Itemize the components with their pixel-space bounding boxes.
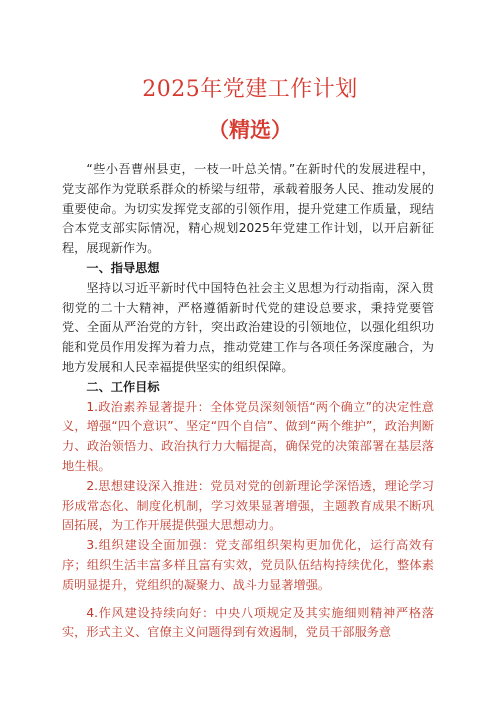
- goal-item-organizational: 3.组织建设全面加强：党支部组织架构更加优化，运行高效有序；组织生活丰富多样且富有实效，党员队伍结构持续优化，整体素质明显提升，党组织的凝聚力、战斗力显著增强。: [62, 538, 434, 592]
- paragraph-gap: [62, 596, 434, 604]
- goal-item-political: 1.政治素养显著提升：全体党员深刻领悟“两个确立”的决定性意义，增强“四个意识”、坚定“四个自信”、做到“两个维护”，政治判断力、政治领悟力、政治执行力大幅提高，确保党的决策部署在基层落地生根。: [62, 399, 434, 473]
- section-heading-work-goals: 二、工作目标: [86, 379, 160, 394]
- section-heading-guiding-ideology: 一、指导思想: [86, 260, 160, 275]
- goal-item-ideological: 2.思想建设深入推进：党员对党的创新理论学深悟透，理论学习形成常态化、制度化机制，学习效果显著增强，主题教育成果不断巩固拓展，为工作开展提供强大思想动力。: [62, 478, 434, 533]
- document-title: 2025年党建工作计划: [142, 77, 358, 102]
- intro-paragraph: “些小吾曹州县吏，一枝一叶总关情。”在新时代的发展进程中，党支部作为党联系群众的桥梁与纽带，承载着服务人民、推动发展的重要使命。为切实发挥党支部的引领作用，提升党建工作质量，现结合本党支部实际情况，精心规划2025年党建工作计划，以开启新征程，展现新作为。: [62, 162, 434, 256]
- guiding-ideology-paragraph: 坚持以习近平新时代中国特色社会主义思想为行动指南，深入贯彻党的二十大精神，严格遵循新时代党的建设总要求，秉持党要管党、全面从严治党的方针，突出政治建设的引领地位，以强化组织功能和党员作用发挥为着力点，推动党建工作与各项任务深度融合，为地方发展和人民幸福提供坚实的组织保障。: [62, 280, 434, 374]
- document-subtitle: （精选）: [208, 117, 292, 142]
- goal-item-conduct: 4.作风建设持续向好：中央八项规定及其实施细则精神严格落实，形式主义、官僚主义问题得到有效遏制，党员干部服务意: [62, 605, 434, 640]
- document-body: [62, 160, 434, 643]
